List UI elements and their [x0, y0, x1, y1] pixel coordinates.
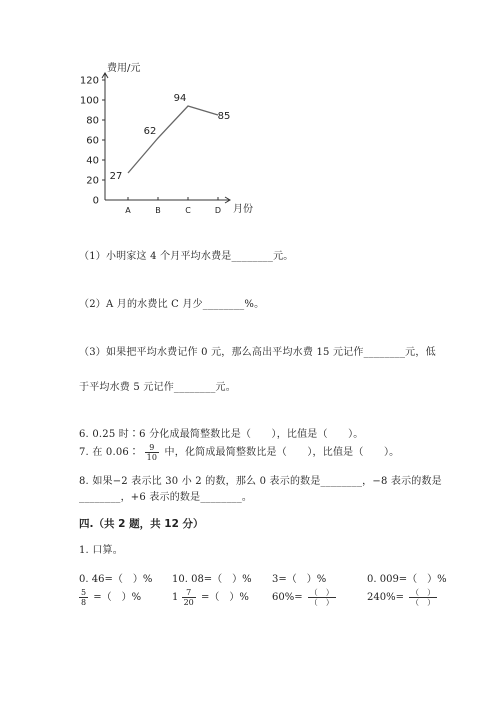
y-tick-label: 60 [86, 135, 99, 147]
calc-r2c4 [367, 588, 439, 607]
y-tick-label: 40 [86, 155, 99, 167]
blank-fraction [308, 588, 336, 607]
calc-r1c1: 0. 46=（ ）% [79, 574, 153, 585]
fraction-denominator: 20 [183, 598, 194, 607]
y-tick-label: 80 [86, 115, 99, 127]
calc-r2c1-rest: =（ ）% [93, 592, 142, 603]
fraction-5-8 [79, 588, 88, 607]
calc-r2c4-prefix: 240%= [367, 592, 404, 603]
x-tick-label: C [185, 206, 191, 215]
section-4-item-1: 1. 口算。 [79, 545, 123, 556]
blank-fraction [409, 588, 437, 607]
calc-r2c3-prefix: 60%= [272, 592, 303, 603]
question-7-suffix: 中，化简成最简整数比是（ ），比值是（ ）。 [164, 447, 400, 458]
fraction-denominator: 8 [81, 598, 87, 607]
fraction-denominator: 10 [146, 453, 158, 462]
fraction-denominator: （ ） [411, 598, 436, 607]
calc-r1c4: 0. 009=（ ）% [367, 574, 447, 585]
data-label: 94 [173, 93, 187, 104]
series-line [128, 106, 218, 173]
x-tick-label: A [125, 206, 131, 215]
fraction-numerator: 9 [145, 443, 160, 453]
calc-r1c3: 3=（ ）% [272, 574, 327, 585]
y-axis-label: 费用/元 [107, 63, 141, 74]
x-axis-label: 月份 [233, 204, 253, 215]
y-tick-label: 0 [92, 195, 99, 207]
x-tick-label: B [155, 206, 161, 215]
question-7 [79, 443, 399, 462]
calc-r1c2: 10. 08=（ ）% [172, 574, 252, 585]
x-tick-label: D [214, 206, 222, 215]
chart-svg [80, 58, 280, 223]
calc-r2c3 [272, 588, 338, 607]
mixed-whole: 1 [172, 592, 179, 603]
question-7-prefix: 7. 在 0.06∶ [79, 447, 140, 458]
fraction-numerator: 5 [81, 588, 87, 597]
question-2: （2）A 月的水费比 C 月少________%。 [79, 299, 265, 310]
question-3-line1: （3）如果把平均水费记作 0 元，那么高出平均水费 15 元记作________元，低 [79, 347, 436, 358]
fraction-7-20 [182, 588, 196, 607]
data-label: 62 [143, 126, 157, 137]
water-fee-line-chart [80, 58, 280, 223]
fraction-numerator: 7 [182, 588, 196, 598]
y-tick-label: 20 [86, 175, 99, 187]
question-8-line2: ________，+6 表示的数是________。 [79, 492, 253, 503]
question-1: （1）小明家这 4 个月平均水费是________元。 [79, 251, 294, 262]
section-4-title: 四.（共 2 题，共 12 分） [79, 518, 204, 530]
fraction-denominator: （ ） [309, 598, 334, 607]
question-3-line2: 于平均水费 5 元记作________元。 [79, 382, 236, 393]
fraction-numerator: （ ） [309, 588, 334, 597]
question-8-line1: 8. 如果−2 表示比 30 小 2 的数，那么 0 表示的数是________，−8 表示的数是 [79, 476, 442, 487]
calc-r2c1 [79, 588, 141, 607]
calc-r2c2-rest: =（ ）% [200, 592, 249, 603]
fraction-9-10 [145, 443, 160, 462]
y-tick-label: 120 [80, 75, 99, 87]
chart-axes [80, 61, 253, 215]
data-label: 27 [109, 171, 123, 182]
y-tick-label: 100 [80, 95, 99, 107]
chart-marks [110, 93, 231, 182]
calc-r2c2 [172, 588, 249, 607]
question-6: 6. 0.25 时∶6 分化成最简整数比是（ ），比值是（ ）。 [79, 429, 364, 440]
fraction-numerator: （ ） [411, 588, 436, 597]
data-label: 85 [217, 111, 231, 122]
